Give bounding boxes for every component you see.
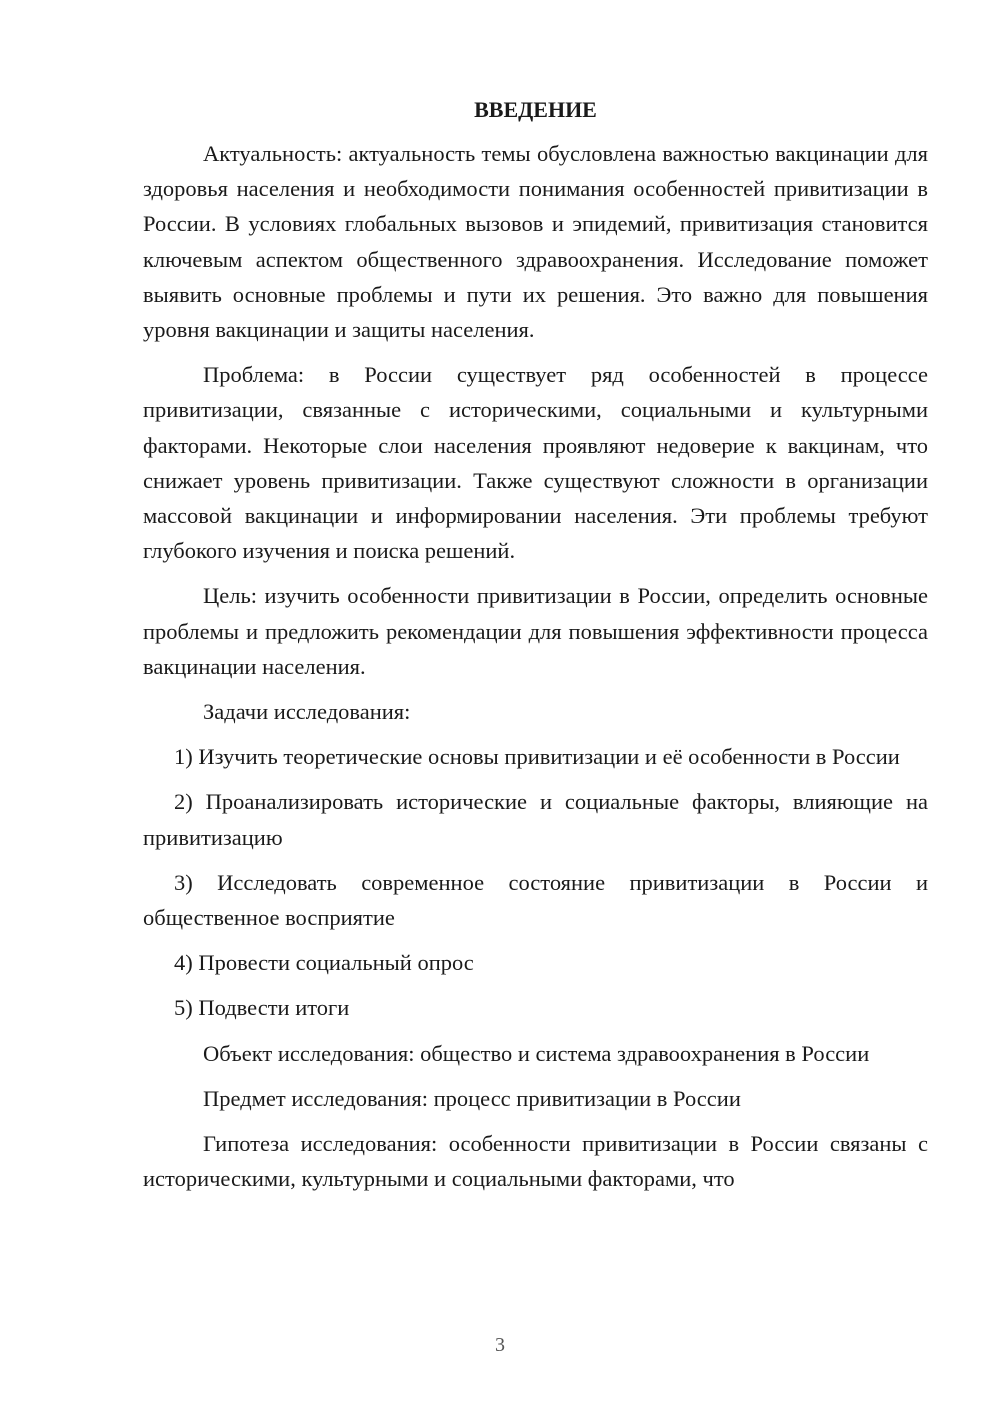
document-page bbox=[143, 94, 928, 1206]
paragraph-subject: Предмет исследования: процесс привитизации в России bbox=[203, 1085, 741, 1111]
task-item-3: 3) Исследовать современное состояние привитизации в России и общественное восприятие bbox=[143, 869, 928, 931]
paragraph-object: Объект исследования: общество и система здравоохранения в России bbox=[203, 1040, 870, 1066]
paragraph-hypothesis: Гипотеза исследования: особенности привитизации в России связаны с историческими, культурными и социальными факторами, что bbox=[143, 1131, 928, 1192]
paragraph-relevance: Актуальность: актуальность темы обусловлена важностью вакцинации для здоровья населения и необходимости понимания особенностей привитизации в России. В условиях глобальных вызовов и эпидемий, привитизация становится ключевым аспектом общественного здравоохранения. Исследование поможет выявить основные проблемы и пути их решения. Это важно для повышения уровня вакцинации и защиты населения. bbox=[143, 141, 928, 343]
paragraph-problem: Проблема: в России существует ряд особенностей в процессе привитизации, связанные с историческими, социальными и культурными факторами. Некоторые слои населения проявляют недоверие к вакцинам, что снижает уровень привитизации. Также существуют сложности в организации массовой вакцинации и информировании населения. Эти проблемы требуют глубокого изучения и поиска решений. bbox=[143, 362, 928, 564]
task-item-1: 1) Изучить теоретические основы привитизации и её особенности в России bbox=[174, 744, 900, 770]
task-item-5: 5) Подвести итоги bbox=[174, 995, 350, 1021]
task-item-4: 4) Провести социальный опрос bbox=[174, 950, 474, 976]
document-title: ВВЕДЕНИЕ bbox=[474, 97, 597, 122]
page-number: 3 bbox=[495, 1334, 505, 1356]
paragraph-tasks-heading: Задачи исследования: bbox=[203, 699, 411, 725]
task-item-2: 2) Проанализировать исторические и социальные факторы, влияющие на привитизацию bbox=[143, 789, 928, 850]
paragraph-goal: Цель: изучить особенности привитизации в России, определить основные проблемы и предложить рекомендации для повышения эффективности процесса вакцинации населения. bbox=[143, 583, 928, 679]
